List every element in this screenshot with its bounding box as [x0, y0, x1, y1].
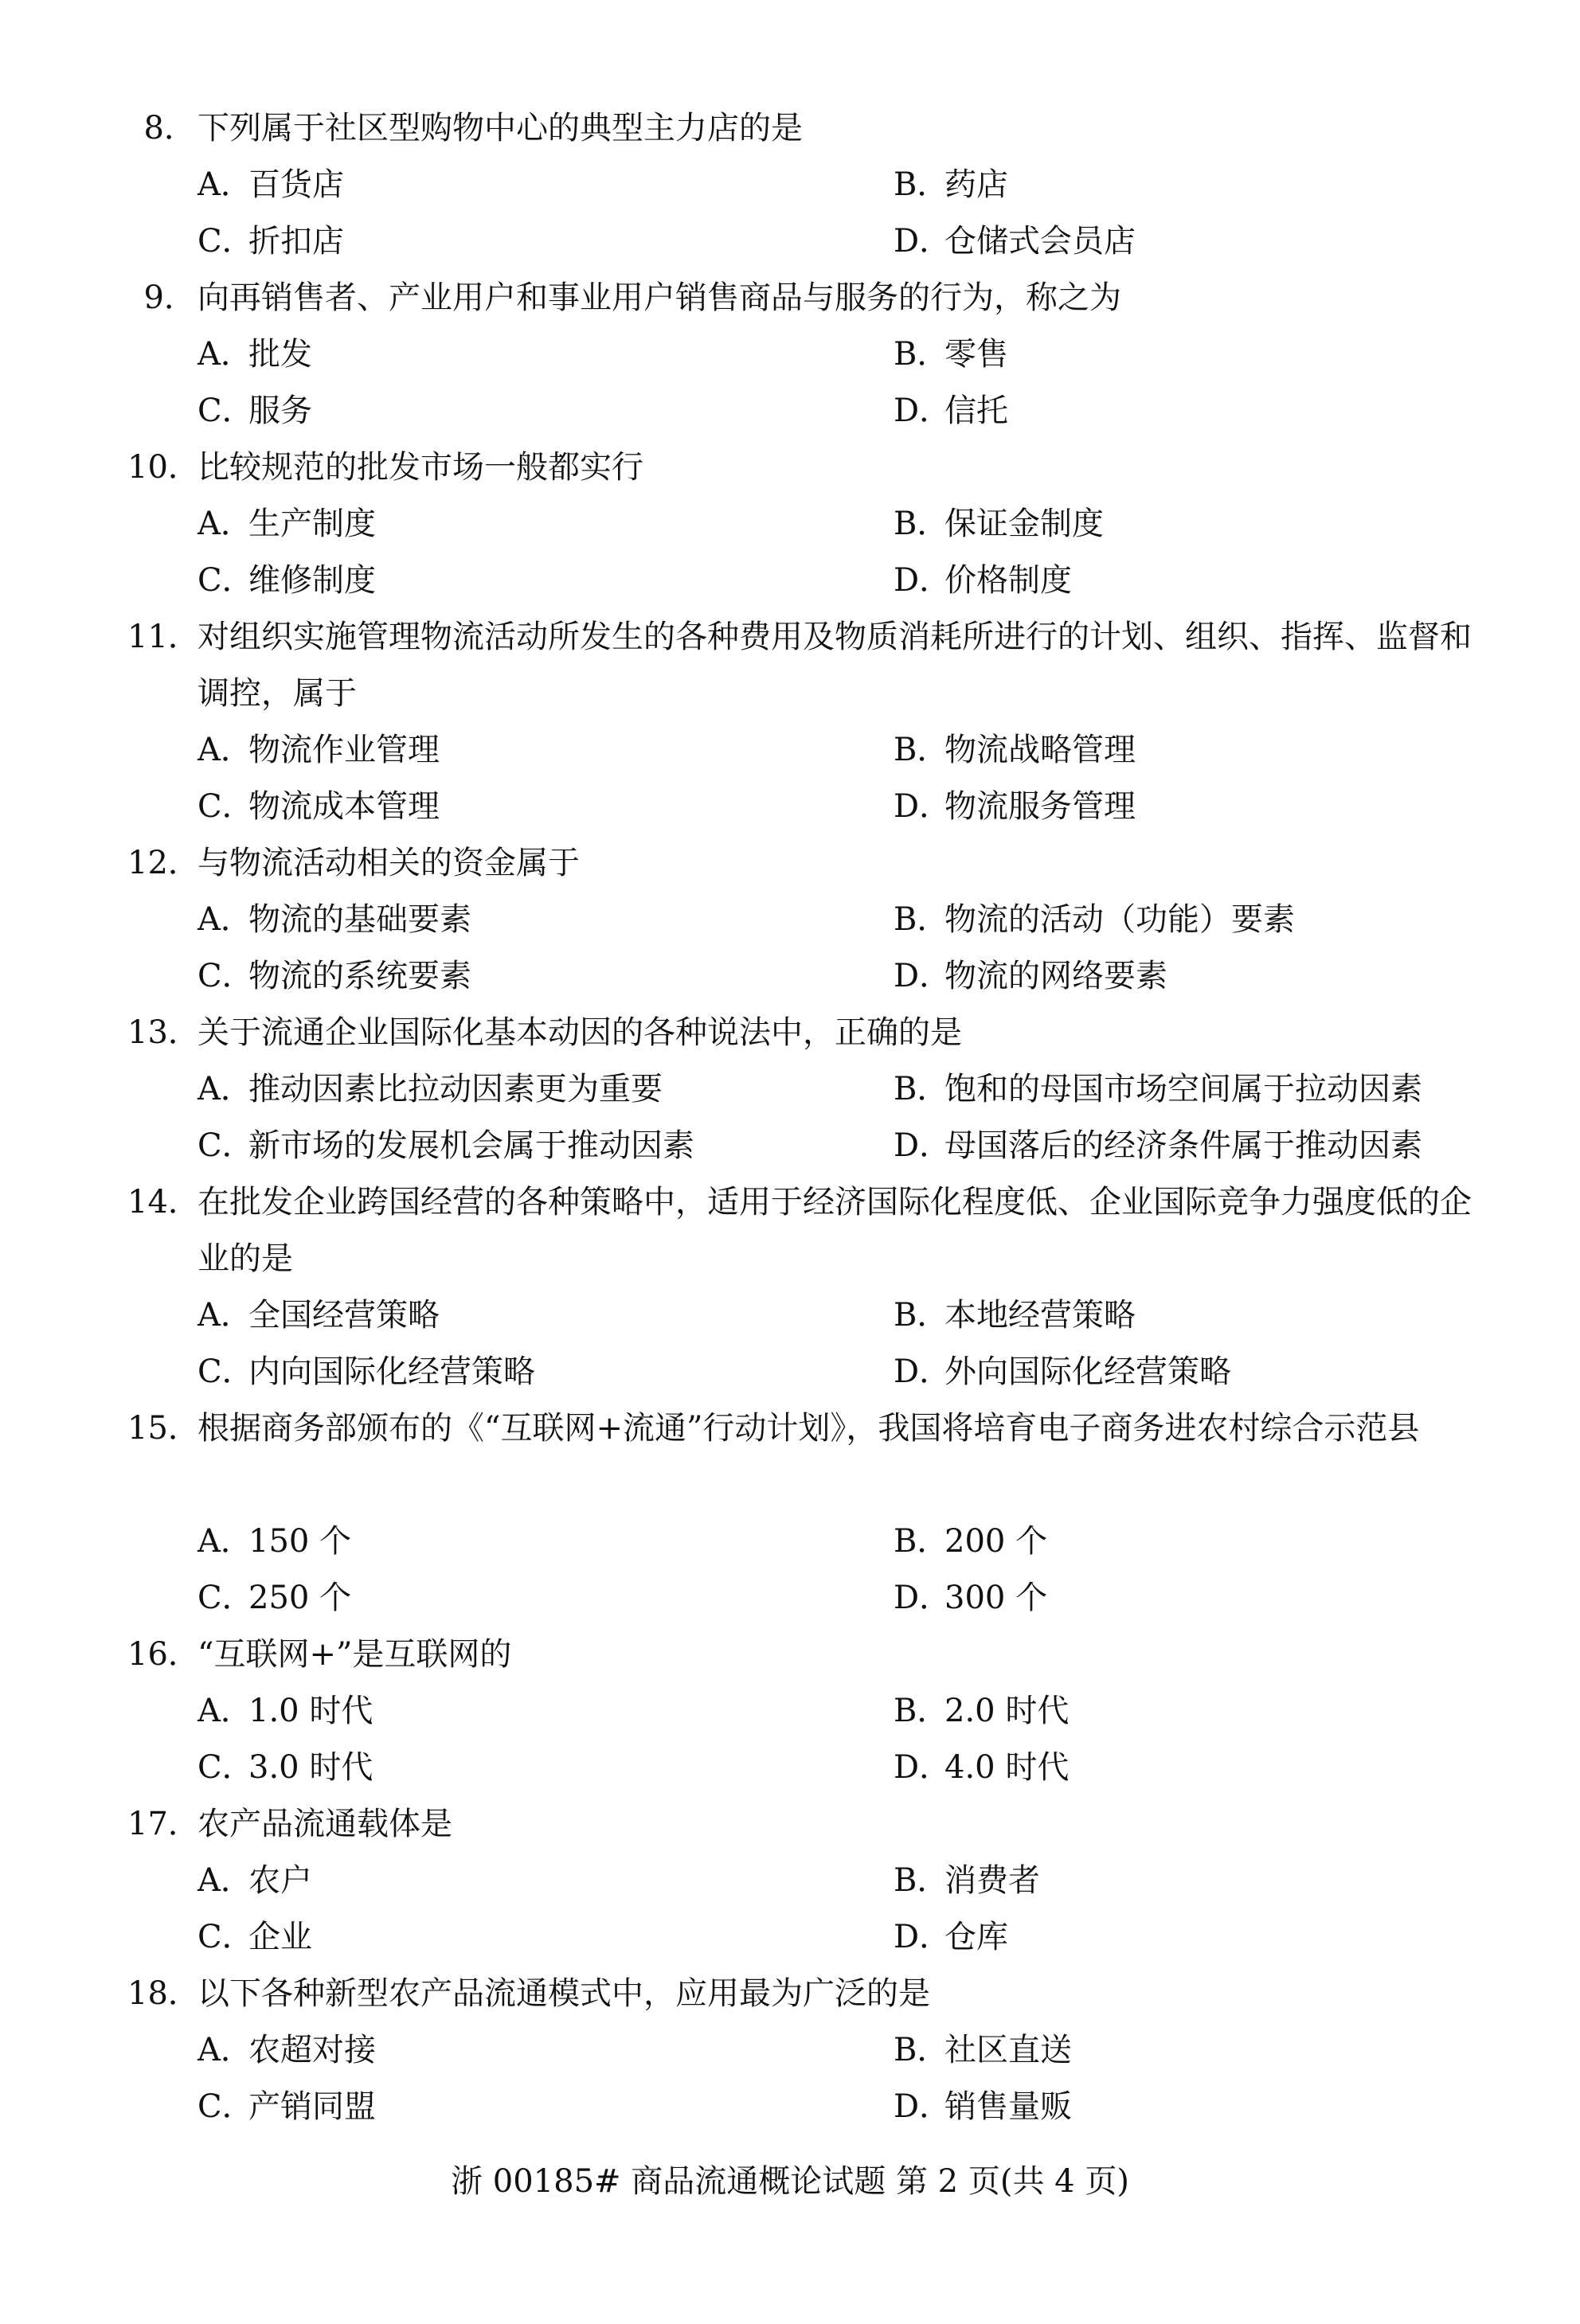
- option-text: 企业: [248, 1919, 312, 1955]
- option-row: [127, 2022, 1465, 2079]
- option-text: 饱和的母国市场空间属于拉动因素: [944, 1071, 1422, 1107]
- question-number: 13．: [127, 1014, 200, 1051]
- option-letter: D．: [894, 393, 952, 429]
- option-row: [127, 892, 1465, 948]
- option-text: 外向国际化经营策略: [944, 1353, 1231, 1390]
- option-text: 1.0 时代: [248, 1693, 373, 1729]
- option-row: [127, 1853, 1465, 1909]
- question-15: [127, 1400, 1465, 1627]
- option-text: 产销同盟: [248, 2088, 376, 2125]
- option-letter: B．: [894, 506, 949, 542]
- option-text: 农超对接: [248, 2032, 376, 2068]
- option-text: 折扣店: [248, 223, 344, 260]
- option-letter: D．: [894, 223, 952, 260]
- question-text: 比较规范的批发市场一般都实行: [198, 449, 643, 486]
- option-text: 200 个: [944, 1523, 1048, 1560]
- option-c: [198, 1118, 694, 1174]
- option-letter: C．: [198, 958, 254, 994]
- option-text: 信托: [944, 393, 1008, 429]
- option-letter: B．: [894, 1071, 949, 1107]
- question-12: [127, 835, 1465, 1005]
- option-letter: C．: [198, 1127, 254, 1164]
- option-letter: D．: [894, 562, 952, 599]
- question-8: [127, 100, 1465, 270]
- question-text: 关于流通企业国际化基本动因的各种说法中，正确的是: [198, 1014, 962, 1051]
- question-stem: [127, 439, 1465, 496]
- option-a: [198, 1514, 351, 1570]
- question-10: [127, 439, 1465, 609]
- question-number: 16．: [127, 1636, 200, 1673]
- option-letter: C．: [198, 788, 254, 825]
- option-letter: A．: [198, 336, 252, 373]
- option-letter: A．: [198, 1523, 252, 1560]
- option-text: 全国经营策略: [248, 1297, 440, 1334]
- option-text: 物流战略管理: [944, 732, 1136, 768]
- option-d: [894, 2079, 1072, 2135]
- option-text: 药店: [944, 166, 1008, 203]
- option-c: [198, 779, 440, 835]
- option-text: 农户: [248, 1862, 312, 1899]
- option-letter: A．: [198, 1297, 252, 1334]
- option-text: 保证金制度: [944, 506, 1104, 542]
- option-b: [894, 1683, 1069, 1740]
- option-b: [894, 722, 1136, 779]
- option-letter: B．: [894, 2032, 949, 2068]
- option-text: 物流的网络要素: [944, 958, 1167, 994]
- option-text: 本地经营策略: [944, 1297, 1136, 1334]
- option-letter: C．: [198, 223, 254, 260]
- option-text: 物流的基础要素: [248, 901, 471, 938]
- option-letter: C．: [198, 2088, 254, 2125]
- question-17: [127, 1796, 1465, 1966]
- option-letter: C．: [198, 1919, 254, 1955]
- question-number: 9．: [143, 279, 196, 316]
- option-text: 销售量贩: [944, 2088, 1072, 2125]
- question-text: 根据商务部颁布的《“互联网+流通”行动计划》，我国将培育电子商务进农村综合示范县: [198, 1410, 1420, 1447]
- option-a: [198, 722, 440, 779]
- question-9: [127, 270, 1465, 439]
- option-letter: D．: [894, 1127, 952, 1164]
- question-stem: [127, 1627, 1465, 1683]
- option-letter: D．: [894, 1580, 952, 1616]
- option-letter: D．: [894, 1353, 952, 1390]
- option-letter: C．: [198, 1353, 254, 1390]
- option-row: [127, 157, 1465, 213]
- option-text: 新市场的发展机会属于推动因素: [248, 1127, 694, 1164]
- option-row: [127, 722, 1465, 779]
- option-letter: A．: [198, 506, 252, 542]
- option-b: [894, 326, 1008, 383]
- option-letter: A．: [198, 901, 252, 938]
- option-b: [894, 1287, 1136, 1344]
- option-b: [894, 1514, 1047, 1570]
- option-letter: D．: [894, 1749, 952, 1786]
- page-footer: 浙 00185# 商品流通概论试题 第 2 页(共 4 页): [451, 2163, 1129, 2200]
- question-number: 18．: [127, 1975, 200, 2012]
- option-row: [127, 2079, 1465, 2135]
- option-letter: B．: [894, 1523, 949, 1560]
- question-stem: [127, 609, 1472, 722]
- option-d: [894, 1344, 1231, 1400]
- option-text: 仓库: [944, 1919, 1008, 1955]
- question-text: 以下各种新型农产品流通模式中，应用最为广泛的是: [198, 1975, 930, 2012]
- option-text: 物流的活动（功能）要素: [944, 901, 1295, 938]
- option-c: [198, 2079, 376, 2135]
- option-text: 3.0 时代: [248, 1749, 373, 1786]
- option-row: [127, 1344, 1465, 1400]
- option-row: [127, 553, 1465, 609]
- option-row: [127, 1683, 1465, 1740]
- option-text: 物流的系统要素: [248, 958, 471, 994]
- option-text: 推动因素比拉动因素更为重要: [248, 1071, 663, 1107]
- question-stem: [127, 1174, 1472, 1287]
- question-stem: [127, 835, 1465, 892]
- option-text: 4.0 时代: [944, 1749, 1070, 1786]
- option-d: [894, 1118, 1422, 1174]
- question-number: 15．: [127, 1410, 200, 1447]
- option-text: 消费者: [944, 1862, 1040, 1899]
- option-b: [894, 892, 1295, 948]
- option-letter: D．: [894, 1919, 952, 1955]
- question-text: 向再销售者、产业用户和事业用户销售商品与服务的行为，称之为: [198, 279, 1121, 316]
- question-number: 8．: [143, 110, 196, 146]
- option-letter: A．: [198, 732, 252, 768]
- option-d: [894, 779, 1136, 835]
- question-number: 10．: [127, 449, 200, 486]
- option-text: 物流作业管理: [248, 732, 440, 768]
- option-letter: A．: [198, 1862, 252, 1899]
- option-letter: C．: [198, 1580, 254, 1616]
- option-text: 社区直送: [944, 2032, 1072, 2068]
- question-stem: [127, 270, 1465, 326]
- option-c: [198, 383, 312, 439]
- option-letter: B．: [894, 1862, 949, 1899]
- option-c: [198, 1909, 312, 1966]
- option-row: [127, 1740, 1465, 1796]
- option-row: [127, 1287, 1465, 1344]
- question-stem: [127, 1005, 1465, 1061]
- option-text: 2.0 时代: [944, 1693, 1070, 1729]
- option-d: [894, 1909, 1008, 1966]
- option-a: [198, 1287, 440, 1344]
- option-text: 250 个: [248, 1580, 352, 1616]
- option-letter: D．: [894, 2088, 952, 2125]
- option-text: 150 个: [248, 1523, 352, 1560]
- option-row: [127, 779, 1465, 835]
- option-letter: A．: [198, 1693, 252, 1729]
- option-b: [894, 1061, 1422, 1118]
- option-text: 维修制度: [248, 562, 376, 599]
- question-text: 下列属于社区型购物中心的典型主力店的是: [198, 110, 803, 146]
- question-text: 对组织实施管理物流活动所发生的各种费用及物质消耗所进行的计划、组织、指挥、监督和调控，属于: [198, 619, 1472, 712]
- question-16: [127, 1627, 1465, 1796]
- question-number: 17．: [127, 1806, 200, 1842]
- option-text: 物流服务管理: [944, 788, 1136, 825]
- option-text: 服务: [248, 393, 312, 429]
- option-letter: A．: [198, 166, 252, 203]
- option-a: [198, 496, 376, 553]
- option-text: 零售: [944, 336, 1008, 373]
- option-b: [894, 1853, 1040, 1909]
- option-text: 母国落后的经济条件属于推动因素: [944, 1127, 1422, 1164]
- option-text: 300 个: [944, 1580, 1048, 1616]
- option-row: [127, 1118, 1465, 1174]
- option-letter: D．: [894, 788, 952, 825]
- option-a: [198, 157, 344, 213]
- option-letter: B．: [894, 1297, 949, 1334]
- option-letter: A．: [198, 1071, 252, 1107]
- question-text: 在批发企业跨国经营的各种策略中，适用于经济国际化程度低、企业国际竞争力强度低的企业的是: [198, 1184, 1472, 1277]
- question-stem: [127, 1796, 1465, 1853]
- option-letter: B．: [894, 732, 949, 768]
- option-d: [894, 948, 1167, 1005]
- question-stem: [127, 100, 1465, 157]
- option-letter: B．: [894, 336, 949, 373]
- option-a: [198, 1853, 312, 1909]
- option-row: [127, 496, 1465, 553]
- option-a: [198, 1061, 663, 1118]
- question-14: [127, 1174, 1472, 1400]
- option-d: [894, 1740, 1069, 1796]
- option-c: [198, 213, 344, 270]
- question-11: [127, 609, 1472, 835]
- option-b: [894, 157, 1008, 213]
- option-row: [127, 1570, 1465, 1627]
- option-a: [198, 326, 312, 383]
- question-stem: [127, 1966, 1465, 2022]
- option-letter: B．: [894, 166, 949, 203]
- option-d: [894, 213, 1136, 270]
- option-row: [127, 1514, 1465, 1570]
- option-text: 物流成本管理: [248, 788, 440, 825]
- option-letter: C．: [198, 393, 254, 429]
- option-row: [127, 1061, 1465, 1118]
- option-row: [127, 948, 1465, 1005]
- option-letter: B．: [894, 1693, 949, 1729]
- option-letter: A．: [198, 2032, 252, 2068]
- option-letter: D．: [894, 958, 952, 994]
- option-text: 生产制度: [248, 506, 376, 542]
- option-c: [198, 1570, 351, 1627]
- option-a: [198, 2022, 376, 2079]
- option-d: [894, 553, 1072, 609]
- question-text: 与物流活动相关的资金属于: [198, 845, 580, 881]
- option-c: [198, 1740, 373, 1796]
- option-text: 批发: [248, 336, 312, 373]
- option-text: 价格制度: [944, 562, 1072, 599]
- option-b: [894, 496, 1104, 553]
- option-letter: C．: [198, 562, 254, 599]
- question-number: 12．: [127, 845, 200, 881]
- option-c: [198, 1344, 535, 1400]
- question-stem: [127, 1400, 1465, 1514]
- option-letter: C．: [198, 1749, 254, 1786]
- option-c: [198, 948, 471, 1005]
- option-letter: B．: [894, 901, 949, 938]
- option-text: 百货店: [248, 166, 344, 203]
- option-row: [127, 383, 1465, 439]
- option-c: [198, 553, 376, 609]
- question-18: [127, 1966, 1465, 2135]
- option-d: [894, 1570, 1047, 1627]
- question-13: [127, 1005, 1465, 1174]
- option-b: [894, 2022, 1072, 2079]
- option-row: [127, 213, 1465, 270]
- option-row: [127, 1909, 1465, 1966]
- question-number: 11．: [127, 619, 200, 655]
- question-text: 农产品流通载体是: [198, 1806, 452, 1842]
- option-d: [894, 383, 1008, 439]
- option-a: [198, 892, 471, 948]
- question-number: 14．: [127, 1184, 200, 1221]
- option-row: [127, 326, 1465, 383]
- option-text: 仓储式会员店: [944, 223, 1136, 260]
- question-text: “互联网+”是互联网的: [198, 1636, 512, 1673]
- option-text: 内向国际化经营策略: [248, 1353, 535, 1390]
- option-a: [198, 1683, 373, 1740]
